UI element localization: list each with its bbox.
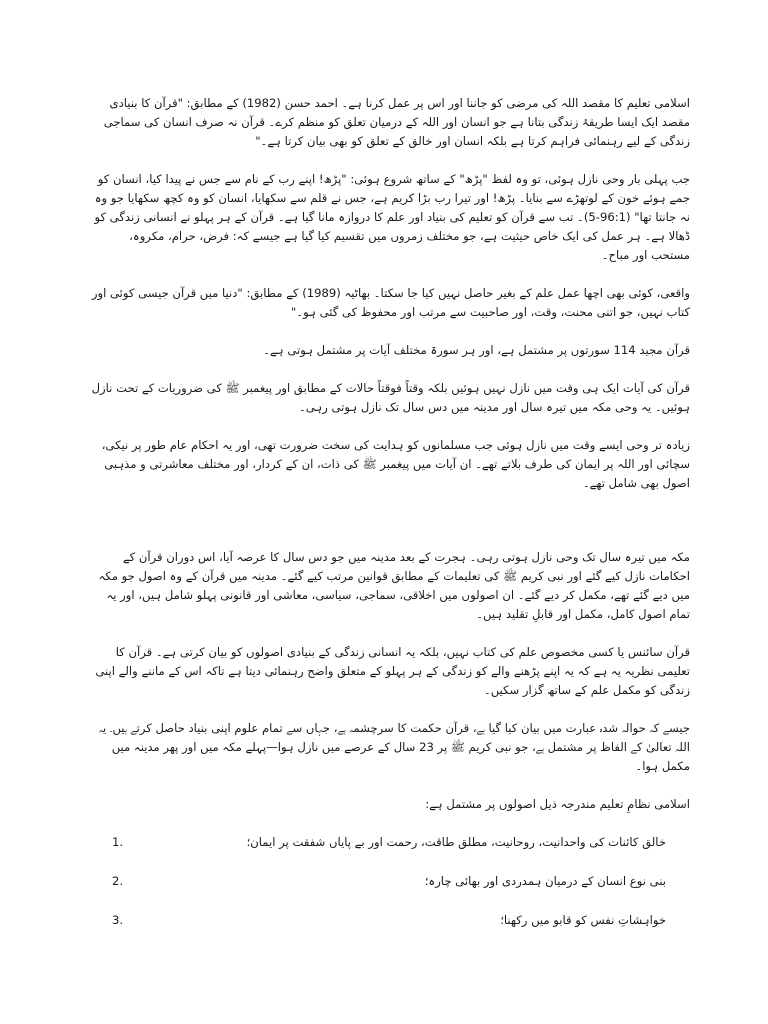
paragraph-5: قرآن کی آیات ایک ہی وقت میں نازل نہیں ہوئیں بلکہ وقتاً فوقتاً حالات کے مطابق اور پیغمبر ﷺ کی ضروریات کے تحت نازل ہوئیں۔ یہ وحی مکہ میں تیرہ سال اور مدینہ میں دس سال تک نازل ہوتی رہی۔ [91, 381, 690, 414]
list-item-number: 1. [112, 835, 124, 849]
principles-list [90, 833, 690, 930]
list-item-text: خالق کائنات کی واحدانیت، روحانیت، مطلق طاقت، رحمت اور بے پایاں شفقت پر ایمان؛ [246, 835, 666, 849]
paragraph-4: قرآن مجید 114 سورتوں پر مشتمل ہے، اور ہر سورۃ مختلف آیات پر مشتمل ہوتی ہے۔ [263, 343, 690, 357]
paragraph-6: زیادہ تر وحی ایسے وقت میں نازل ہوئی جب مسلمانوں کو ہدایت کی سخت ضرورت تھی، اور یہ احکام عام طور پر نیکی، سچائی اور اللہ پر ایمان کی طرف بلاتے تھے۔ ان آیات میں پیغمبر ﷺ کی ذات، ان کے کردار، اور مختلف معاشرتی و مذہبی اصول بھی شامل تھے۔ [101, 438, 690, 490]
section-gap [90, 512, 690, 548]
paragraph-9: جیسے کہ حوالہ شدہ عبارت میں بیان کیا گیا ہے، قرآن حکمت کا سرچشمہ ہے، جہاں سے تمام علوم اپنی بنیاد حاصل کرتے ہیں۔ یہ اللہ تعالیٰ کے الفاظ پر مشتمل ہے، جو نبی کریم ﷺ پر 23 سال کے عرصے میں نازل ہوا—پہلے مکہ میں اور پھر مدینہ میں مکمل ہوا۔ [98, 721, 690, 773]
list-item-number: 3. [112, 913, 124, 927]
paragraph-7: مکہ میں تیرہ سال تک وحی نازل ہوتی رہی۔ ہجرت کے بعد مدینہ میں جو دس سال کا عرصہ آیا، اس دوران قرآن کے احکامات نازل کیے گئے اور نبی کریم ﷺ کی تعلیمات کے مطابق قوانین مرتب کیے گئے۔ مدینہ میں قرآن کے وہ اصول جو مکہ میں دیے گئے تھے، مکمل کر دیے گئے۔ ان اصولوں میں اخلاقی، سماجی، سیاسی، معاشی اور قانونی پہلو شامل ہیں، اور یہ تمام اصول کامل، مکمل اور قابلِ تقلید ہیں۔ [98, 550, 690, 621]
paragraph-2: جب پہلی بار وحی نازل ہوئی، تو وہ لفظ "پڑھ" کے ساتھ شروع ہوئی: "پڑھ! اپنے رب کے نام سے جس نے پیدا کیا، انسان کو جمے ہوئے خون کے لوتھڑے سے بنایا۔ پڑھ! اور تیرا رب بڑا کریم ہے، جس نے قلم سے سکھایا، انسان کو وہ کچھ سکھایا جو وہ نہ جانتا تھا" (96:1-5)۔ تب سے قرآن کو تعلیم کی بنیاد اور علم کا دروازہ مانا گیا ہے۔ قرآن کے ہر پہلو نے انسانی زندگی کو ڈھالا ہے۔ ہر عمل کی ایک خاص حیثیت ہے، جو مختلف زمروں میں تقسیم کیا گیا ہے جیسے کہ: فرض، حرام، مکروہ، مستحب اور مباح۔ [94, 172, 690, 262]
list-item-text: بنی نوع انسان کے درمیان ہمدردی اور بھائی چارہ؛ [424, 874, 666, 888]
list-intro: اسلامی نظامِ تعلیم مندرجہ ذیل اصولوں پر مشتمل ہے: [425, 797, 690, 811]
list-item [90, 872, 690, 891]
paragraph-1: اسلامی تعلیم کا مقصد اللہ کی مرضی کو جاننا اور اس پر عمل کرنا ہے۔ احمد حسن (1982) کے مطابق: "قرآن کا بنیادی مقصد ایک ایسا طریقۂ زندگی بتانا ہے جو انسان اور اللہ کے درمیان تعلق کو منظم کرے۔ قرآن نہ صرف انسان کی سماجی زندگی کے لیے رہنمائی فراہم کرتا ہے بلکہ انسان اور خالق کے تعلق کو بھی بیان کرتا ہے۔" [103, 96, 690, 148]
paragraph-3: واقعی، کوئی بھی اچھا عمل علم کے بغیر حاصل نہیں کیا جا سکتا۔ بھاٹیہ (1989) کے مطابق: "دنیا میں قرآن جیسی کوئی اور کتاب نہیں، جو اتنی محنت، وقت، اور صاحبیت سے مرتب اور محفوظ کی گئی ہو۔" [91, 286, 690, 319]
list-item-text: خواہشاتِ نفس کو قابو میں رکھنا؛ [500, 913, 666, 927]
list-item [90, 911, 690, 930]
list-item-number: 2. [112, 874, 124, 888]
paragraph-8: قرآن سائنس یا کسی مخصوص علم کی کتاب نہیں، بلکہ یہ انسانی زندگی کے بنیادی اصولوں کو بیان کرتی ہے۔ قرآن کا تعلیمی نظریہ یہ ہے کہ یہ اپنے پڑھنے والے کو زندگی کے ہر پہلو کے متعلق واضح رہنمائی دیتا ہے تاکہ اس کے ماننے والے اپنی زندگی کو مکمل علم کے ساتھ گزار سکیں۔ [95, 645, 690, 697]
list-item [90, 833, 690, 852]
